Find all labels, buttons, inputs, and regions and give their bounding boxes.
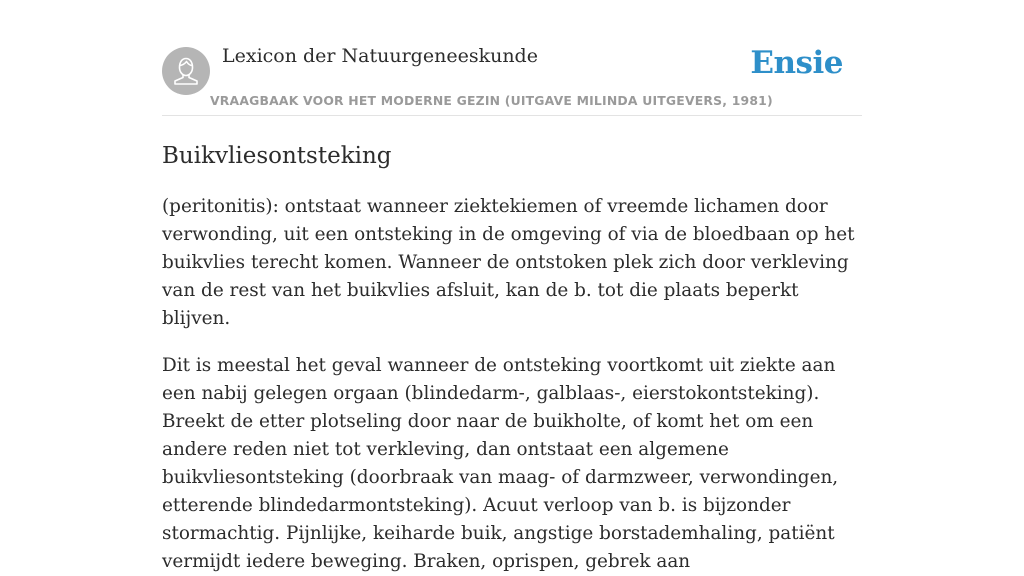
entry-title: Buikvliesontsteking <box>162 143 392 169</box>
ensie-logo-link[interactable]: Ensie <box>750 45 843 81</box>
article <box>162 0 862 576</box>
entry-paragraph: (peritonitis): ontstaat wanneer ziektekiemen of vreemde lichamen door verwonding, uit een ontsteking in de omgeving of via de bloedbaan op het buikvlies terecht komen. Wanneer de ontstoken plek zich door verkleving van de rest van het buikvlies afsluit, kan de b. tot die plaats beperkt blijven. <box>162 196 855 329</box>
user-icon <box>162 47 210 95</box>
source-header <box>162 0 862 116</box>
source-subtitle: VRAAGBAAK VOOR HET MODERNE GEZIN (UITGAVE MILINDA UITGEVERS, 1981) <box>210 93 773 108</box>
source-avatar[interactable] <box>162 47 210 95</box>
source-title[interactable]: Lexicon der Natuurgeneeskunde <box>222 45 538 67</box>
entry-paragraph: Dit is meestal het geval wanneer de ontsteking voortkomt uit ziekte aan een nabij gelegen orgaan (blindedarm-, galblaas-, eierstokontsteking). Breekt de etter plotseling door naar de buikholte, of komt het om een andere reden niet tot verkleving, dan ontstaat een algemene buikvliesontsteking (doorbraak van maag- of darmzweer, verwondingen, etterende blindedarmontsteking). Acuut verloop van b. is bijzonder stormachtig. Pijnlijke, keiharde buik, angstige borstademhaling, patiënt vermijdt iedere beweging. Braken, oprispen, gebrek aan <box>162 355 839 572</box>
